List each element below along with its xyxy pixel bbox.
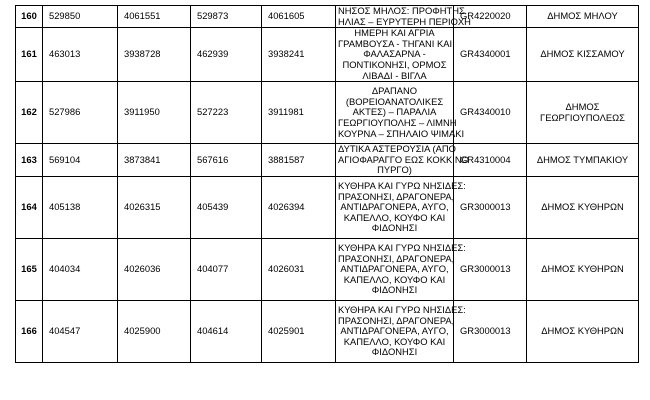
site-description-line: ΑΓΙΟΦΑΡΑΓΓΟ ΕΩΣ ΚΟΚΚΙΝΟ [338, 153, 469, 165]
site-description-line: ΚΥΘΗΡΑ ΚΑΙ ΓΥΡΩ ΝΗΣΙΔΕΣ: [338, 179, 466, 191]
site-description [336, 82, 465, 144]
coordinate-x-end: 527223 [191, 82, 262, 144]
site-description-line: ΔΥΤΙΚΑ ΑΣΤΕΡΟΥΣΙΑ (ΑΠΟ [338, 143, 456, 155]
site-description-line: ΚΥΘΗΡΑ ΚΑΙ ΓΥΡΩ ΝΗΣΙΔΕΣ: [338, 241, 466, 253]
coordinate-x-start: 463013 [43, 28, 118, 82]
municipality [527, 300, 639, 362]
municipality-line: ΔΗΜΟΣ ΚΥΘΗΡΩΝ [541, 325, 624, 337]
coordinate-x-start: 404547 [43, 300, 118, 362]
coordinate-x-start: 405138 [43, 176, 118, 238]
coordinate-x-end: 404614 [191, 300, 262, 362]
coordinate-x-start: 527986 [43, 82, 118, 144]
municipality-line: ΔΗΜΟΣ [565, 101, 600, 113]
table-row [16, 300, 639, 362]
coordinate-x-start: 404034 [43, 238, 118, 300]
site-description-line: ΠΡΑΣΟΝΗΣΙ, ΔΡΑΓΟΝΕΡΑ, [338, 190, 455, 202]
site-description-line: (ΒΟΡΕΙΟΑΝΑΤΟΛΙΚΕΣ [345, 95, 444, 107]
site-description-line: ΝΗΣΟΣ ΜΗΛΟΣ: ΠΡΟΦΗΤΗΣ [338, 5, 465, 16]
site-code: GR3000013 [454, 176, 527, 238]
site-description [336, 300, 466, 362]
coordinate-y-end: 4061605 [262, 6, 336, 28]
site-description-line: ΚΑΠΕΛΛΟ, ΚΟΥΦΟ ΚΑΙ [343, 335, 446, 347]
sites-table [15, 5, 639, 363]
site-description-line: ΗΜΕΡΗ ΚΑΙ ΑΓΡΙΑ [354, 27, 435, 39]
site-description-line: ΚΑΠΕΛΛΟ, ΚΟΥΦΟ ΚΑΙ [343, 273, 446, 285]
coordinate-y-end: 3911981 [262, 82, 336, 144]
site-description-line: ΛΙΒΑΔΙ - ΒΙΓΛΑ [362, 69, 427, 81]
site-description-line: ΑΝΤΙΔΡΑΓΟΝΕΡΑ, ΑΥΓΟ, [340, 325, 449, 337]
site-description-line: ΠΥΡΓΟ) [377, 164, 412, 176]
row-number: 164 [16, 176, 43, 238]
coordinate-y-start: 3938728 [118, 28, 191, 82]
site-description [336, 5, 471, 28]
site-description-line: ΑΝΤΙΔΡΑΓΟΝΕΡΑ, ΑΥΓΟ, [340, 201, 449, 213]
row-number: 161 [16, 28, 43, 82]
site-description-line: ΚΥΘΗΡΑ ΚΑΙ ΓΥΡΩ ΝΗΣΙΔΕΣ: [338, 303, 466, 315]
coordinate-y-end: 3938241 [262, 28, 336, 82]
site-description [336, 28, 454, 82]
coordinate-y-start: 4026315 [118, 176, 191, 238]
site-description-line: ΑΝΤΙΔΡΑΓΟΝΕΡΑ, ΑΥΓΟ, [340, 263, 449, 275]
site-code: GR4220020 [454, 6, 527, 28]
row-number: 166 [16, 300, 43, 362]
coordinate-x-end: 462939 [191, 28, 262, 82]
row-number: 165 [16, 238, 43, 300]
coordinate-y-start: 4026036 [118, 238, 191, 300]
coordinate-x-end: 405439 [191, 176, 262, 238]
table-row [16, 82, 639, 144]
coordinate-y-end: 4026031 [262, 238, 336, 300]
site-description-line: ΦΙΔΟΝΗΣΙ [371, 284, 418, 296]
site-description-line: ΑΚΤΕΣ) – ΠΑΡΑΛΙΑ [352, 106, 437, 118]
site-code: GR3000013 [454, 300, 527, 362]
municipality [527, 28, 639, 82]
coordinate-x-start: 529850 [43, 6, 118, 28]
coordinate-y-start: 3873841 [118, 144, 191, 177]
site-description-line: ΓΡΑΜΒΟΥΣΑ - ΤΗΓΑΝΙ ΚΑΙ [338, 37, 453, 49]
coordinate-x-end: 404077 [191, 238, 262, 300]
site-code: GR4340001 [454, 28, 527, 82]
municipality-line: ΓΕΩΡΓΙΟΥΠΟΛΕΩΣ [540, 111, 625, 123]
site-code: GR4340010 [454, 82, 527, 144]
table-row [16, 176, 639, 238]
coordinate-y-start: 4061551 [118, 6, 191, 28]
site-description-line: ΦΙΔΟΝΗΣΙ [371, 346, 418, 358]
table-row [16, 6, 639, 28]
coordinate-y-start: 4025900 [118, 300, 191, 362]
coordinate-x-end: 529873 [191, 6, 262, 28]
site-code: GR4310004 [454, 144, 527, 177]
site-description-line: ΠΡΑΣΟΝΗΣΙ, ΔΡΑΓΟΝΕΡΑ, [338, 314, 455, 326]
municipality [527, 144, 639, 177]
coordinate-y-end: 4026394 [262, 176, 336, 238]
row-number: 163 [16, 144, 43, 177]
coordinate-x-start: 569104 [43, 144, 118, 177]
table-row [16, 28, 639, 82]
municipality [527, 176, 639, 238]
site-description [336, 238, 466, 300]
municipality-line: ΔΗΜΟΣ ΚΥΘΗΡΩΝ [541, 263, 624, 275]
row-number: 160 [16, 6, 43, 28]
municipality-line: ΔΗΜΟΣ ΚΙΣΣΑΜΟΥ [540, 48, 625, 60]
site-description [336, 143, 469, 177]
coordinate-y-end: 3881587 [262, 144, 336, 177]
municipality [527, 82, 639, 144]
coordinate-y-end: 4025901 [262, 300, 336, 362]
row-number: 162 [16, 82, 43, 144]
site-description-line: ΦΑΛΑΣΑΡΝΑ - [363, 48, 426, 60]
municipality-line: ΔΗΜΟΣ ΜΗΛΟΥ [547, 10, 618, 22]
site-description [336, 176, 466, 238]
site-description-line: ΗΛΙΑΣ – ΕΥΡΥΤΕΡΗ ΠΕΡΙΟΧΗ [338, 15, 471, 27]
site-description-line: ΔΡΑΠΑΝΟ [371, 85, 418, 97]
municipality-line: ΔΗΜΟΣ ΚΥΘΗΡΩΝ [541, 201, 624, 213]
coordinate-y-start: 3911950 [118, 82, 191, 144]
municipality-line: ΔΗΜΟΣ ΤΥΜΠΑΚΙΟΥ [536, 153, 629, 165]
municipality [527, 238, 639, 300]
site-code: GR3000013 [454, 238, 527, 300]
site-description-line: ΓΕΩΡΓΙΟΥΠΟΛΗΣ – ΛΙΜΝΗ [338, 116, 457, 128]
table-row [16, 238, 639, 300]
table-row [16, 144, 639, 177]
municipality [527, 6, 639, 28]
site-description-line: ΦΙΔΟΝΗΣΙ [371, 222, 418, 234]
site-description-line: ΠΡΑΣΟΝΗΣΙ, ΔΡΑΓΟΝΕΡΑ, [338, 252, 455, 264]
site-description-line: ΚΑΠΕΛΛΟ, ΚΟΥΦΟ ΚΑΙ [343, 211, 446, 223]
coordinate-x-end: 567616 [191, 144, 262, 177]
site-description-line: ΠΟΝΤΙΚΟΝΗΣΙ, ΟΡΜΟΣ [342, 58, 447, 70]
site-description-line: ΚΟΥΡΝΑ – ΣΠΗΛΑΙΟ ΨΙΜΑΚΙ [338, 127, 465, 139]
